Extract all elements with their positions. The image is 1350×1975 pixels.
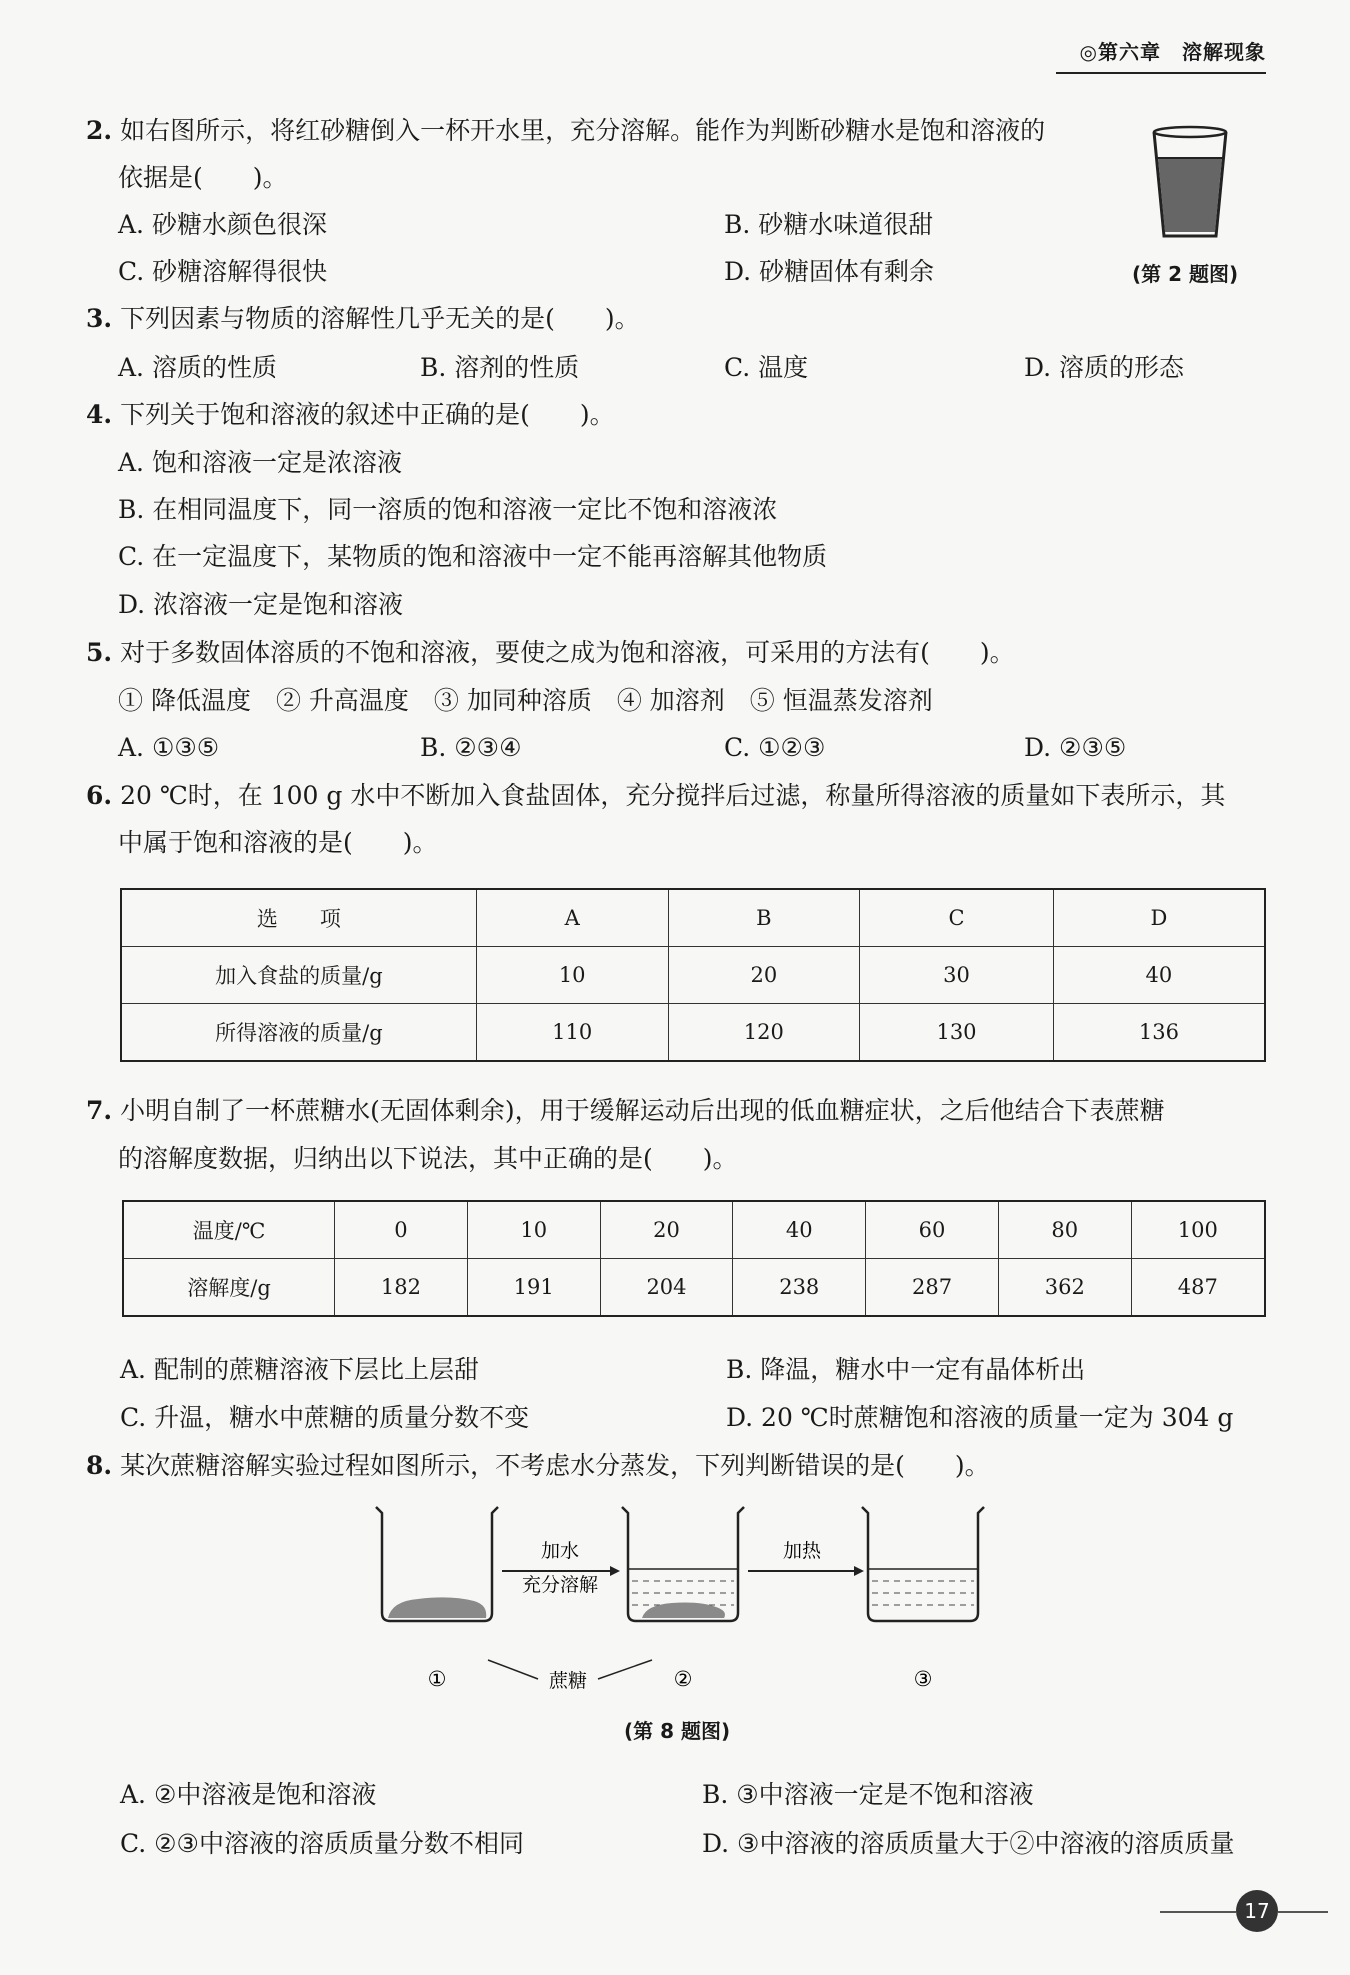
beaker-3 — [862, 1507, 984, 1621]
q2-option-c: C. 砂糖溶解得很快 — [118, 257, 328, 286]
q7-cell: 60 — [866, 1201, 999, 1259]
q6-table — [120, 888, 1266, 1062]
q7-cell: 204 — [600, 1259, 733, 1317]
q5-stem — [86, 636, 1015, 670]
q4-stem — [86, 398, 615, 432]
q8-caption: (第 8 题图) — [624, 1719, 731, 1743]
q6-row-label: 所得溶液的质量/g — [121, 1004, 476, 1062]
q6-stem-line1 — [86, 779, 1225, 813]
q6-cell: 136 — [1053, 1004, 1265, 1062]
q7-line1-text: 小明自制了一杯蔗糖水(无固体剩余)，用于缓解运动后出现的低血糖症状，之后他结合下表蔗糖 — [120, 1096, 1165, 1125]
table-row — [121, 947, 1265, 1004]
q7-option-b: B. 降温，糖水中一定有晶体析出 — [726, 1355, 1086, 1384]
q3-number: 3. — [86, 304, 113, 333]
q6-line1-text: 20 ℃时，在 100 g 水中不断加入食盐固体，充分搅拌后过滤，称量所得溶液的质量如下表所示，其 — [120, 781, 1226, 810]
q3-option-b: B. 溶剂的性质 — [420, 353, 580, 382]
q7-option-c: C. 升温，糖水中蔗糖的质量分数不变 — [120, 1403, 530, 1432]
q7-stem-line2: 的溶解度数据，归纳出以下说法，其中正确的是( )。 — [118, 1144, 738, 1173]
page-number-rule-right — [1278, 1911, 1328, 1913]
q7-cell: 487 — [1131, 1259, 1265, 1317]
q7-cell: 20 — [600, 1201, 733, 1259]
arrow1-label-top: 加水 — [540, 1540, 580, 1562]
q7-row-label: 温度/℃ — [123, 1201, 335, 1259]
q7-option-d: D. 20 ℃时蔗糖饱和溶液的质量一定为 304 g — [726, 1403, 1234, 1432]
q6-cell: 20 — [668, 947, 860, 1004]
q3-stem — [86, 302, 640, 336]
q7-cell: 362 — [998, 1259, 1131, 1317]
q6-cell: 30 — [860, 947, 1054, 1004]
q8-figure — [370, 1505, 990, 1705]
q6-header-cell: B — [668, 889, 860, 947]
sugar-label: 蔗糖 — [548, 1670, 588, 1692]
arrow2-label: 加热 — [782, 1540, 822, 1562]
q7-cell: 182 — [335, 1259, 468, 1317]
q8-option-d: D. ③中溶液的溶质质量大于②中溶液的溶质质量 — [702, 1829, 1235, 1858]
q4-number: 4. — [86, 400, 113, 429]
q6-cell: 40 — [1053, 947, 1265, 1004]
q7-cell: 287 — [866, 1259, 999, 1317]
q6-header-cell: 选 项 — [121, 889, 476, 947]
beaker-1 — [376, 1507, 498, 1621]
q7-cell: 40 — [733, 1201, 866, 1259]
q8-stem — [86, 1449, 990, 1483]
q6-header-cell: C — [860, 889, 1054, 947]
q2-number: 2. — [86, 116, 113, 145]
page-number-rule-left — [1160, 1911, 1236, 1913]
arrow1-label-bottom: 充分溶解 — [521, 1574, 599, 1596]
q7-row-label: 溶解度/g — [123, 1259, 335, 1317]
q3-option-d: D. 溶质的形态 — [1024, 353, 1185, 382]
q7-stem-line1 — [86, 1094, 1165, 1128]
q8-option-c: C. ②③中溶液的溶质质量分数不相同 — [120, 1829, 524, 1858]
q6-header-cell: D — [1053, 889, 1265, 947]
q5-number: 5. — [86, 638, 113, 667]
q8-option-a: A. ②中溶液是饱和溶液 — [120, 1780, 377, 1809]
q7-cell: 191 — [467, 1259, 600, 1317]
chapter-header: ◎第六章 溶解现象 — [1079, 40, 1266, 64]
q3-stem-text: 下列因素与物质的溶解性几乎无关的是( )。 — [120, 304, 640, 333]
q2-option-a: A. 砂糖水颜色很深 — [118, 210, 327, 239]
q3-option-a: A. 溶质的性质 — [118, 353, 277, 382]
q5-option-a: A. ①③⑤ — [118, 733, 220, 762]
q2-line1-text: 如右图所示，将红砂糖倒入一杯开水里，充分溶解。能作为判断砂糖水是饱和溶液的 — [120, 116, 1046, 145]
q6-cell: 110 — [476, 1004, 668, 1062]
q7-cell: 80 — [998, 1201, 1131, 1259]
q2-caption: (第 2 题图) — [1132, 262, 1239, 286]
q6-header-cell: A — [476, 889, 668, 947]
q2-stem-line2: 依据是( )。 — [118, 163, 288, 192]
beaker-3-label: ③ — [913, 1667, 933, 1691]
q7-cell: 10 — [467, 1201, 600, 1259]
q7-cell: 0 — [335, 1201, 468, 1259]
q5-stem-text: 对于多数固体溶质的不饱和溶液，要使之成为饱和溶液，可采用的方法有( )。 — [120, 638, 1015, 667]
q6-cell: 10 — [476, 947, 668, 1004]
q7-cell: 100 — [1131, 1201, 1265, 1259]
q6-row-label: 加入食盐的质量/g — [121, 947, 476, 1004]
beaker-2 — [622, 1507, 744, 1621]
q6-stem-line2: 中属于饱和溶液的是( )。 — [118, 828, 438, 857]
table-row — [123, 1259, 1265, 1317]
q4-option-d: D. 浓溶液一定是饱和溶液 — [118, 590, 404, 619]
q5-option-b: B. ②③④ — [420, 733, 522, 762]
q7-table — [122, 1200, 1266, 1317]
q7-cell: 238 — [733, 1259, 866, 1317]
q8-number: 8. — [86, 1451, 113, 1480]
q4-option-c: C. 在一定温度下，某物质的饱和溶液中一定不能再溶解其他物质 — [118, 542, 828, 571]
q5-option-d: D. ②③⑤ — [1024, 733, 1127, 762]
q6-table-header-row — [121, 889, 1265, 947]
q2-cup-figure — [1150, 124, 1230, 244]
table-row — [123, 1201, 1265, 1259]
q2-option-d: D. 砂糖固体有剩余 — [724, 257, 935, 286]
q4-stem-text: 下列关于饱和溶液的叙述中正确的是( )。 — [120, 400, 615, 429]
q6-number: 6. — [86, 781, 113, 810]
q6-cell: 120 — [668, 1004, 860, 1062]
table-row — [121, 1004, 1265, 1062]
page-number: 17 — [1236, 1890, 1278, 1932]
q5-option-c: C. ①②③ — [724, 733, 826, 762]
q6-cell: 130 — [860, 1004, 1054, 1062]
q2-stem-line1 — [86, 114, 1045, 148]
q8-option-b: B. ③中溶液一定是不饱和溶液 — [702, 1780, 1034, 1809]
q3-option-c: C. 温度 — [724, 353, 809, 382]
beaker-1-label: ① — [427, 1667, 447, 1691]
q7-option-a: A. 配制的蔗糖溶液下层比上层甜 — [120, 1355, 479, 1384]
beaker-2-label: ② — [673, 1667, 693, 1691]
q8-stem-text: 某次蔗糖溶解实验过程如图所示，不考虑水分蒸发，下列判断错误的是( )。 — [120, 1451, 990, 1480]
header-rule — [1056, 72, 1266, 74]
q4-option-b: B. 在相同温度下，同一溶质的饱和溶液一定比不饱和溶液浓 — [118, 495, 778, 524]
q2-option-b: B. 砂糖水味道很甜 — [724, 210, 934, 239]
q5-methods: ① 降低温度 ② 升高温度 ③ 加同种溶质 ④ 加溶剂 ⑤ 恒温蒸发溶剂 — [118, 686, 933, 715]
q7-number: 7. — [86, 1096, 113, 1125]
q4-option-a: A. 饱和溶液一定是浓溶液 — [118, 448, 402, 477]
